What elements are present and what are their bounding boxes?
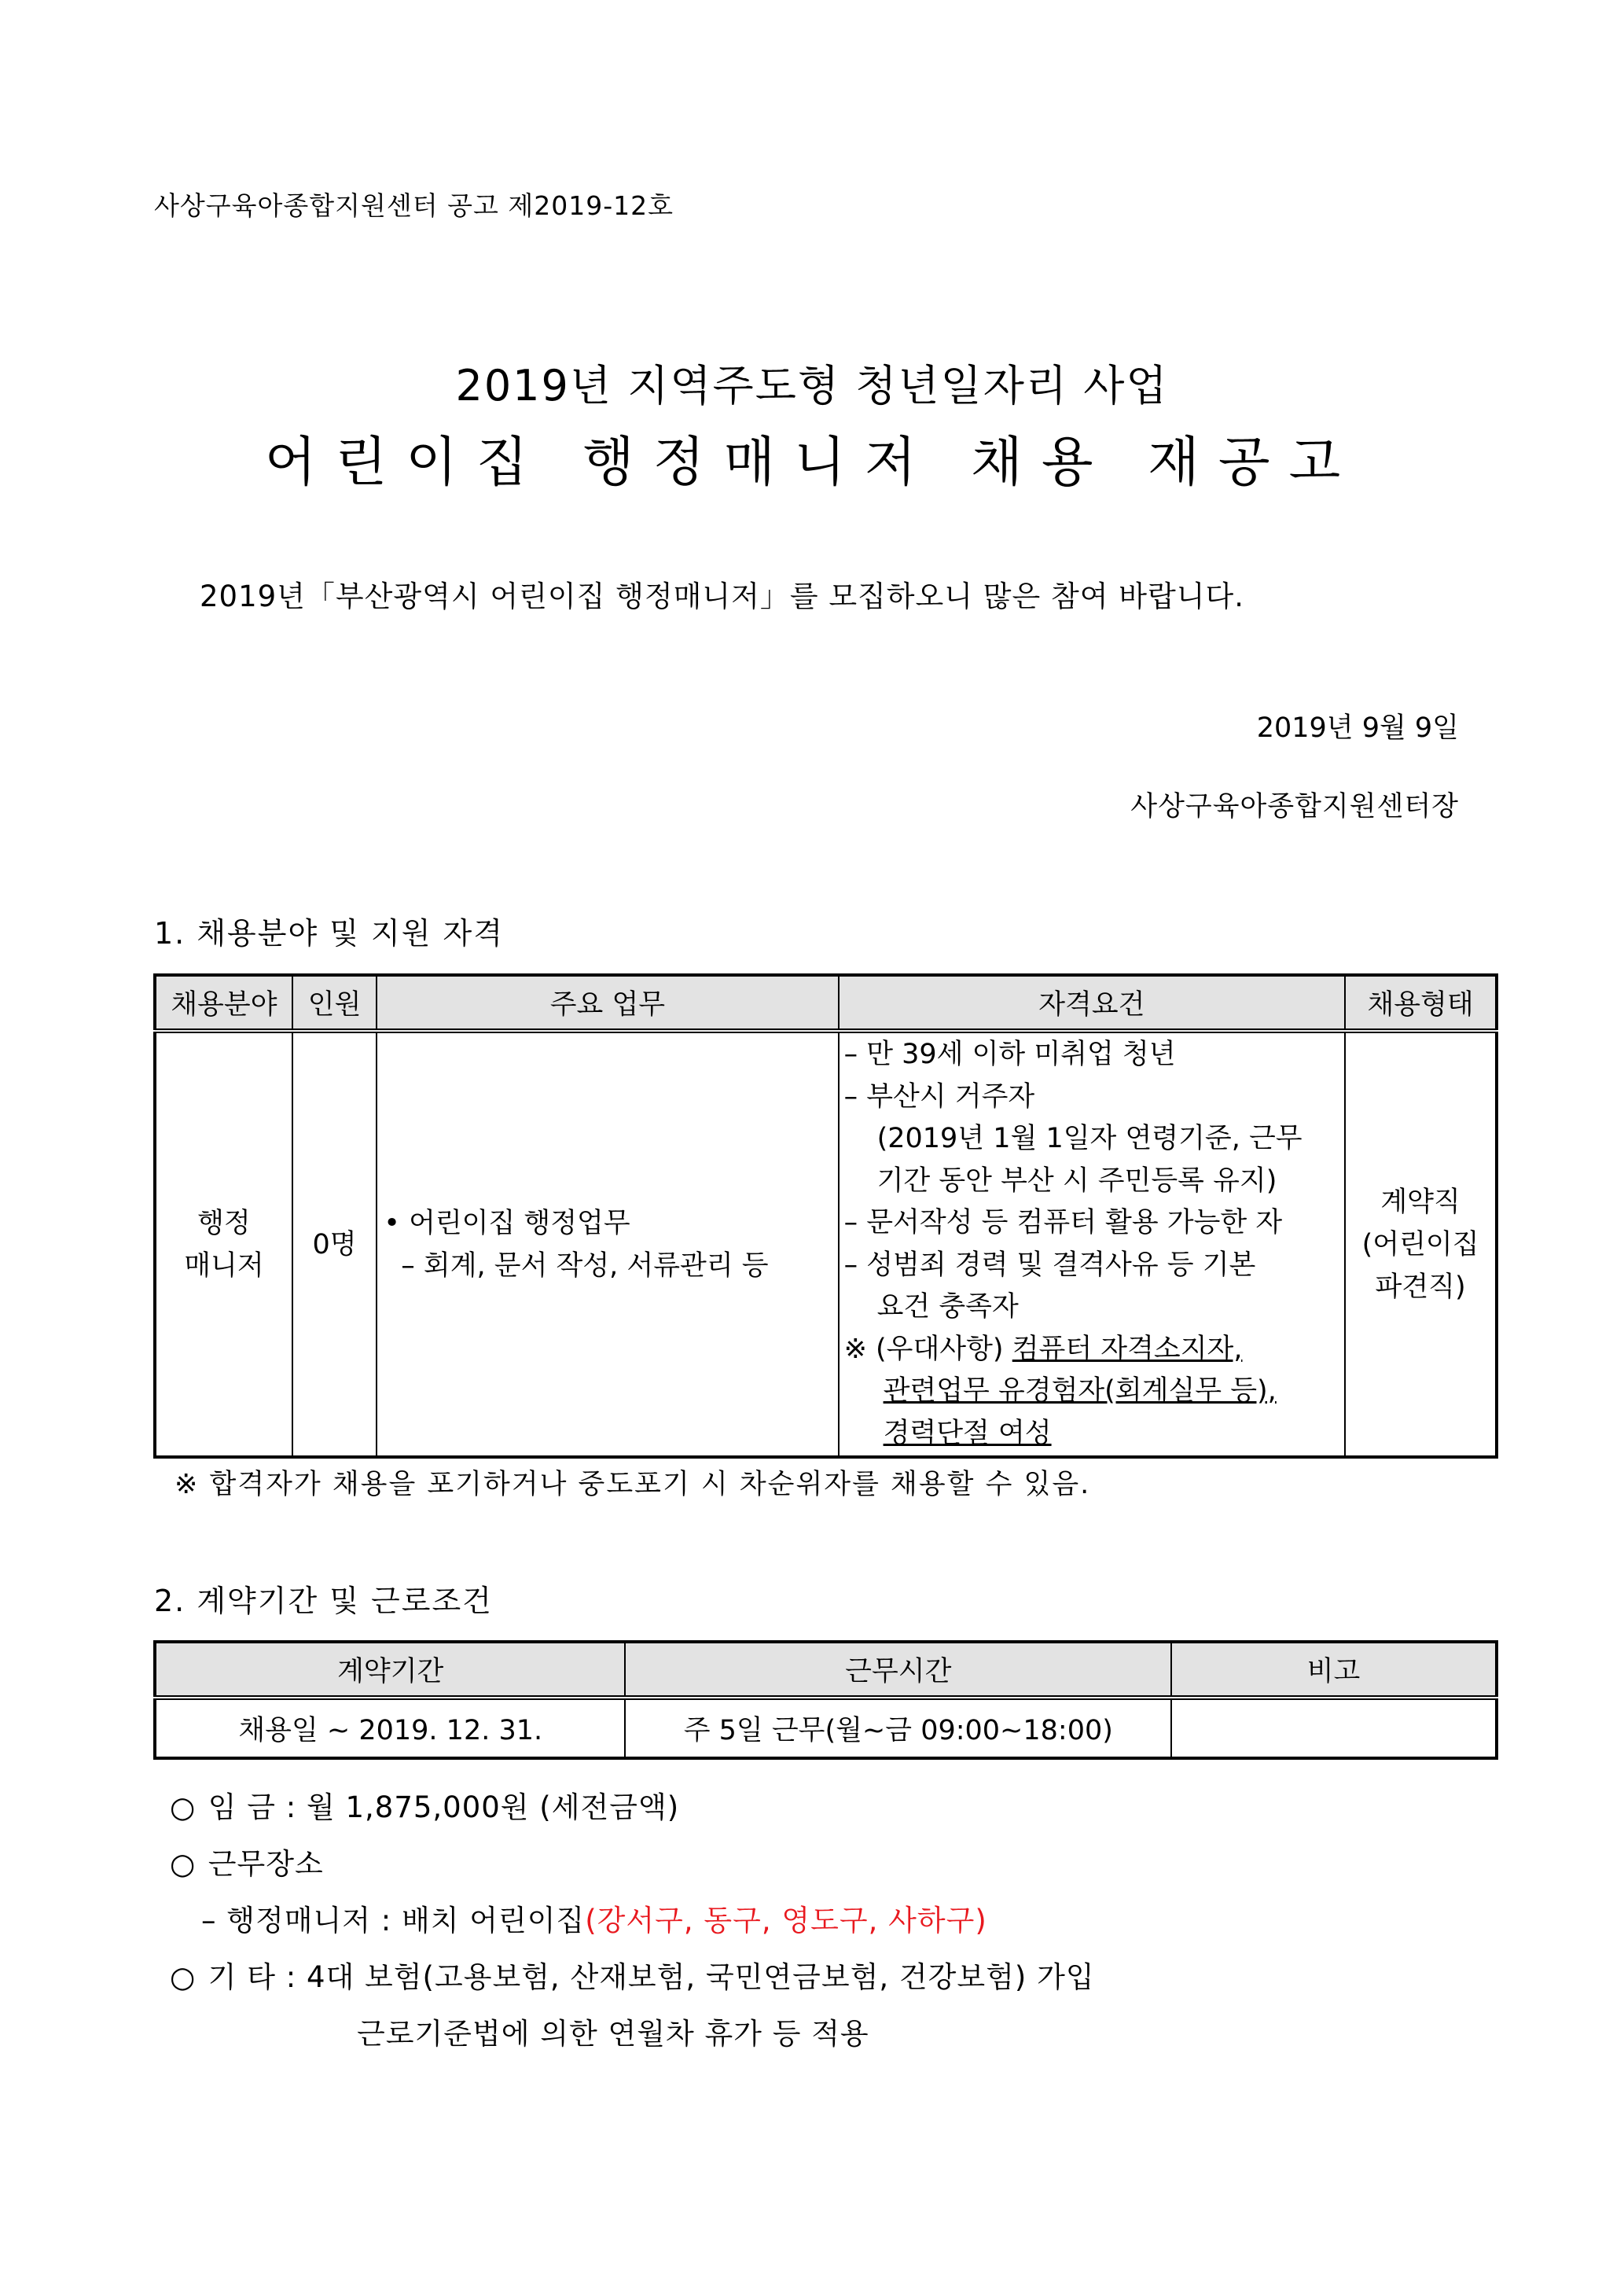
headcount-cell: 0명 [292,1031,377,1457]
circle-bullet-icon: ○ [170,1847,197,1881]
preference-item: 컴퓨터 자격소지자, [1012,1333,1243,1365]
condition-wage [170,1783,679,1826]
header-remarks: 비고 [1171,1642,1497,1698]
condition-workplace-detail [201,1897,987,1939]
contract-table [153,1640,1498,1760]
employment-type-line: (어린이집 [1361,1228,1479,1260]
qualifications-cell [839,1031,1346,1457]
qualification-line: – 문서작성 등 컴퓨터 활용 가능한 자 [843,1207,1283,1238]
work-hours-cell: 주 5일 근무(월~금 09:00~18:00) [625,1698,1171,1758]
issuer-name: 사상구육아종합지원센터장 [1130,791,1459,822]
field-line: 행정 [197,1207,251,1239]
etc-text: 기 타 : 4대 보험(고용보험, 산재보험, 국민연금보험, 건강보험) 가입 [208,1960,1095,1994]
duty-line: – 회계, 문서 작성, 서류관리 등 [401,1249,769,1282]
table-row [155,1031,1497,1457]
field-line: 매니저 [184,1249,264,1282]
employment-type-cell [1345,1031,1497,1457]
workplace-districts: (강서구, 동구, 영도구, 사하구) [585,1904,987,1937]
header-headcount: 인원 [292,975,377,1031]
duty-line: • 어린이집 행정업무 [384,1207,630,1239]
remarks-cell [1171,1698,1497,1758]
qualification-line: 요건 충족자 [876,1291,1019,1323]
preference-item: 관련업무 유경험자(회계실무 등), [883,1375,1277,1407]
header-work-hours: 근무시간 [625,1642,1171,1698]
employment-type-line: 계약직 [1380,1186,1460,1218]
qualification-line: – 성범죄 경력 및 결격사유 등 기본 [843,1249,1256,1281]
qualification-line: 기간 동안 부산 시 주민등록 유지) [876,1165,1277,1197]
notice-number: 사상구육아종합지원센터 공고 제2019-12호 [154,190,674,221]
field-cell [155,1031,292,1457]
table-note: ※ 합격자가 채용을 포기하거나 중도포기 시 차순위자를 채용할 수 있음. [175,1469,1091,1500]
workplace-label: 근무장소 [208,1847,324,1881]
table-header-row [155,975,1497,1031]
recruitment-table [153,973,1498,1459]
qualification-line: (2019년 1월 1일자 연령기준, 근무 [876,1123,1303,1154]
header-qualifications: 자격요건 [839,975,1346,1031]
wage-text: 임 금 : 월 1,875,000원 (세전금액) [208,1790,680,1824]
header-contract-period: 계약기간 [155,1642,625,1698]
header-employment-type: 채용형태 [1345,975,1497,1031]
section-2-heading: 2. 계약기간 및 근로조건 [154,1584,493,1618]
condition-etc [170,1953,1095,1996]
preference-line [844,1329,1344,1371]
qualification-line: – 만 39세 이하 미취업 청년 [843,1039,1176,1070]
condition-etc-continued: 근로기준법에 의한 연월차 휴가 등 적용 [357,2017,869,2051]
contract-period-cell: 채용일 ~ 2019. 12. 31. [155,1698,625,1758]
document-subtitle: 어린이집 행정매니저 채용 재공고 [264,432,1360,494]
document-title: 2019년 지역주도형 청년일자리 사업 [455,361,1169,410]
table-header-row [155,1642,1497,1698]
preference-item: 경력단절 여성 [883,1417,1052,1449]
circle-bullet-icon: ○ [170,1960,197,1994]
circle-bullet-icon: ○ [170,1790,197,1824]
employment-type-line: 파견직) [1375,1271,1466,1303]
issue-date: 2019년 9월 9일 [1256,712,1459,744]
condition-workplace [170,1840,324,1882]
header-duties: 주요 업무 [377,975,838,1031]
workplace-detail-text: – 행정매니저 : 배치 어린이집 [201,1904,586,1937]
duties-cell [377,1031,838,1457]
section-1-heading: 1. 채용분야 및 지원 자격 [154,916,504,951]
header-field: 채용분야 [155,975,292,1031]
intro-text: 2019년「부산광역시 어린이집 행정매니저」를 모집하오니 많은 참여 바랍니다. [200,580,1245,613]
preference-prefix: ※ (우대사항) [843,1333,1004,1365]
qualification-line: – 부산시 거주자 [843,1080,1035,1113]
table-row [155,1698,1497,1758]
